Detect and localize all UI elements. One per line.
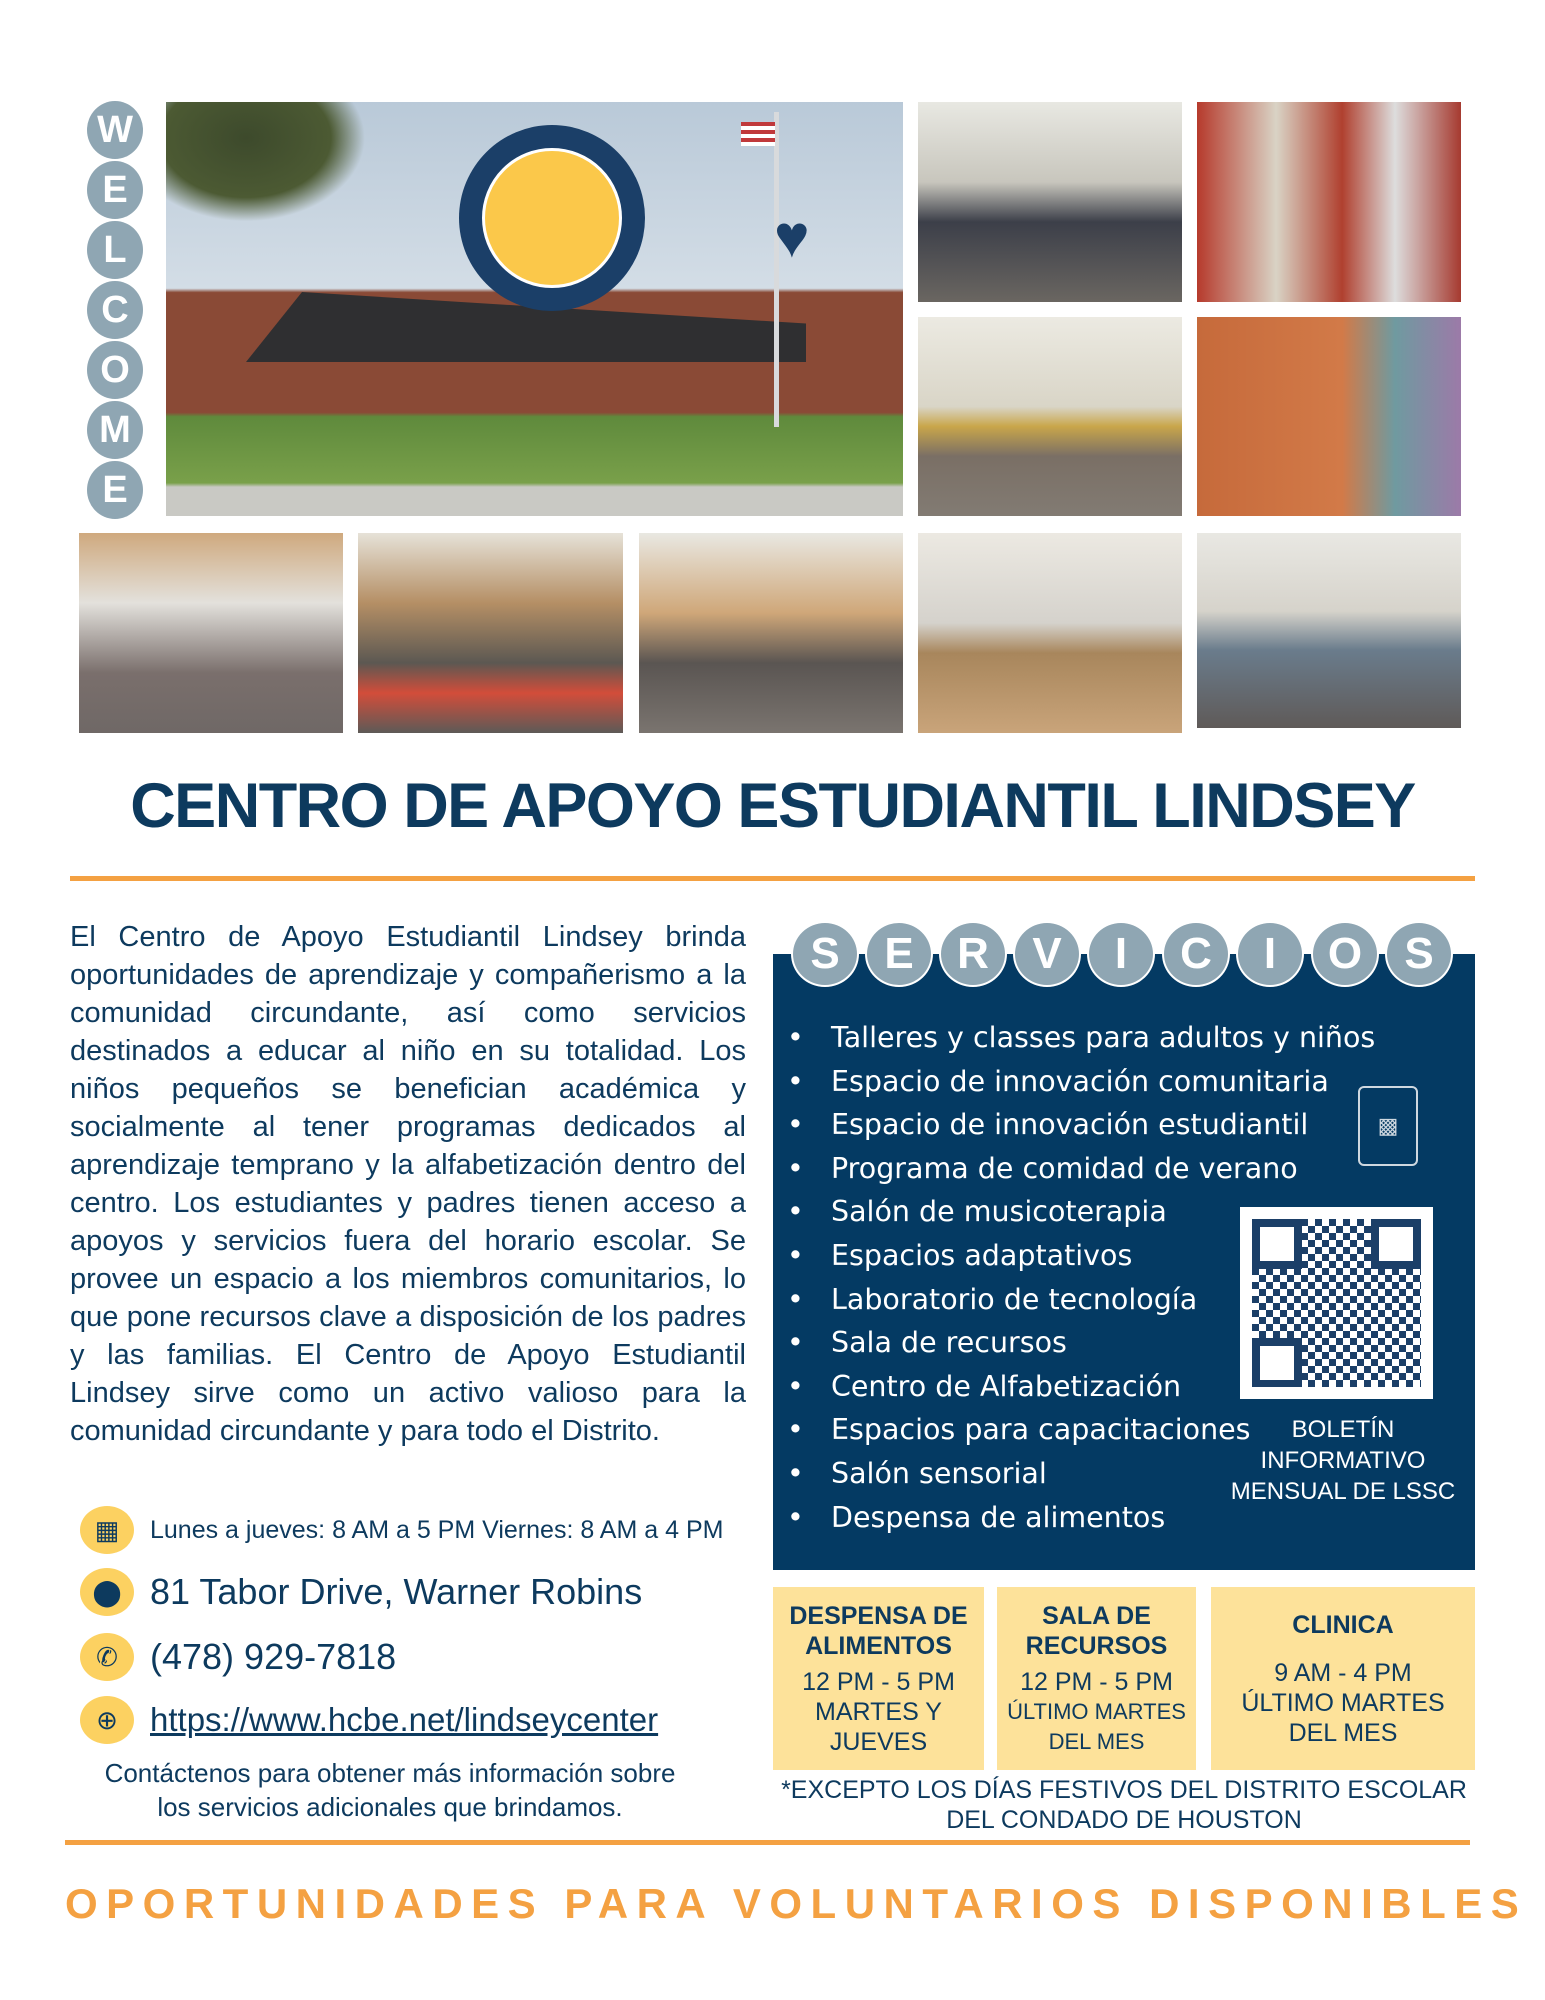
welcome-letter: C <box>87 281 143 339</box>
tree <box>166 102 366 222</box>
address-row <box>80 1568 642 1616</box>
service-item: • Sala de recursos <box>787 1321 1375 1365</box>
phone-text: (478) 929-7818 <box>150 1636 397 1677</box>
service-item: • Talleres y classes para adultos y niños <box>787 1016 1375 1060</box>
schedule-time: 9 AM - 4 PM <box>1274 1658 1412 1687</box>
newsletter-qr-code[interactable] <box>1240 1207 1433 1399</box>
photo-kids-classroom <box>79 533 343 733</box>
website-row <box>80 1696 658 1744</box>
photo-meeting-room <box>918 102 1182 302</box>
hours-text: Lunes a jueves: 8 AM a 5 PM Viernes: 8 AM a 4 PM <box>150 1515 724 1544</box>
center-logo <box>459 125 645 311</box>
volunteer-banner: OPORTUNIDADES PARA VOLUNTARIOS DISPONIBLES <box>65 1880 1528 1927</box>
calendar-icon: ▦ <box>80 1506 134 1554</box>
divider-bottom <box>65 1840 1470 1845</box>
schedule-time: 12 PM - 5 PM <box>1020 1667 1173 1696</box>
service-item: • Salón de musicoterapia <box>787 1190 1375 1234</box>
building-photo <box>166 102 903 516</box>
photo-game-room <box>358 533 623 733</box>
welcome-letter: E <box>87 161 143 219</box>
services-letter: O <box>1311 921 1379 987</box>
welcome-letter: L <box>87 221 143 279</box>
footnote-line: DEL CONDADO DE HOUSTON <box>946 1806 1302 1834</box>
schedule-days: DEL MES <box>1288 1718 1398 1747</box>
phone-row <box>80 1633 396 1681</box>
photo-meeting-chairs <box>1197 533 1461 728</box>
schedule-title: RECURSOS <box>1025 1631 1168 1660</box>
address-text: 81 Tabor Drive, Warner Robins <box>150 1571 643 1612</box>
photo-gym-shark-tank <box>918 533 1182 733</box>
globe-icon: ⊕ <box>80 1696 134 1744</box>
flag <box>741 122 775 146</box>
services-letter: I <box>1087 921 1155 987</box>
newsletter-label <box>1228 1414 1458 1507</box>
description: El Centro de Apoyo Estudiantil Lindsey brinda oportunidades de aprendizaje y compañerismo a la comunidad circundante, así como servicios destinados a educar al niño en su totalidad. Los niños pequeños se benefician académica y socialmente al tener programas dedicados al aprendizaje temprano y la alfabetización dentro del centro. Los estudiantes y padres tienen acceso a apoyos y servicios fuera del horario escolar. Se provee un espacio a los miembros comunitarios, lo que pone recursos clave a disposición de los padres y las familias. El Centro de Apoyo Estudiantil Lindsey sirve como un activo valioso para la comunidad circundante y para todo el Distrito. <box>70 921 746 1447</box>
schedule-days: ÚLTIMO MARTES <box>1007 1698 1186 1724</box>
schedule-food-pantry <box>773 1587 984 1770</box>
services-letter: E <box>865 921 933 987</box>
services-letter: C <box>1162 921 1230 987</box>
holiday-footnote <box>773 1775 1475 1835</box>
photo-clothing <box>1197 317 1461 516</box>
services-letter: I <box>1236 921 1304 987</box>
services-letter: V <box>1013 921 1081 987</box>
hours-row <box>80 1506 723 1554</box>
service-item: • Despensa de alimentos <box>787 1496 1375 1540</box>
service-item: • Salón sensorial <box>787 1452 1375 1496</box>
logo-graduate-family-emblem <box>482 148 622 288</box>
service-item: • Programa de comidad de verano <box>787 1147 1375 1191</box>
schedule-title: SALA DE <box>1042 1601 1151 1630</box>
schedule-days: ÚLTIMO MARTES <box>1241 1688 1445 1717</box>
newsletter-line: INFORMATIVO <box>1260 1447 1426 1474</box>
schedule-days: MARTES Y <box>815 1697 942 1726</box>
schedule-days: DEL MES <box>1048 1728 1145 1754</box>
welcome-letter: W <box>87 101 143 159</box>
welcome-letter: M <box>87 401 143 459</box>
schedule-title: ALIMENTOS <box>805 1631 952 1660</box>
schedule-time: 12 PM - 5 PM <box>802 1667 955 1696</box>
welcome-letter: O <box>87 341 143 399</box>
page-title: CENTRO DE APOYO ESTUDIANTIL LINDSEY <box>130 771 1415 841</box>
service-item: • Espacios adaptativos <box>787 1234 1375 1278</box>
schedule-title: DESPENSA DE <box>789 1601 968 1630</box>
phone-scan-qr-icon: ▩ <box>1358 1086 1418 1166</box>
phone-icon: ✆ <box>80 1633 134 1681</box>
photo-music-room <box>918 317 1182 516</box>
service-item: • Centro de Alfabetización <box>787 1365 1375 1409</box>
service-item: • Espacio de innovación estudiantil <box>787 1103 1375 1147</box>
services-panel <box>773 954 1475 1570</box>
footnote-line: *EXCEPTO LOS DÍAS FESTIVOS DEL DISTRITO ESCOLAR <box>781 1776 1467 1804</box>
service-item: • Espacios para capacitaciones <box>787 1408 1375 1452</box>
schedule-title: CLINICA <box>1292 1610 1394 1639</box>
heart-handshake-icon: ♥ <box>774 203 810 270</box>
divider-top <box>70 876 1475 881</box>
newsletter-line: BOLETÍN <box>1291 1416 1395 1443</box>
contact-note-line1: Contáctenos para obtener más información sobre <box>104 1758 676 1788</box>
photo-lounge <box>639 533 903 733</box>
services-letter: S <box>791 921 859 987</box>
photo-canned-food <box>1197 102 1461 302</box>
newsletter-line: MENSUAL DE LSSC <box>1230 1478 1456 1505</box>
contact-note <box>70 1756 710 1824</box>
schedule-resource-room <box>997 1587 1196 1770</box>
services-letter: R <box>939 921 1007 987</box>
contact-note-line2: los servicios adicionales que brindamos. <box>157 1792 623 1822</box>
service-item: • Espacio de innovación comunitaria <box>787 1060 1375 1104</box>
schedule-clinic <box>1211 1587 1475 1770</box>
location-pin-icon: ⬤ <box>80 1568 134 1616</box>
service-item: • Laboratorio de tecnología <box>787 1278 1375 1322</box>
welcome-letter: E <box>87 461 143 519</box>
schedule-days: JUEVES <box>829 1727 928 1756</box>
website-link[interactable]: https://www.hcbe.net/lindseycenter <box>150 1701 659 1738</box>
services-letter: S <box>1385 921 1453 987</box>
